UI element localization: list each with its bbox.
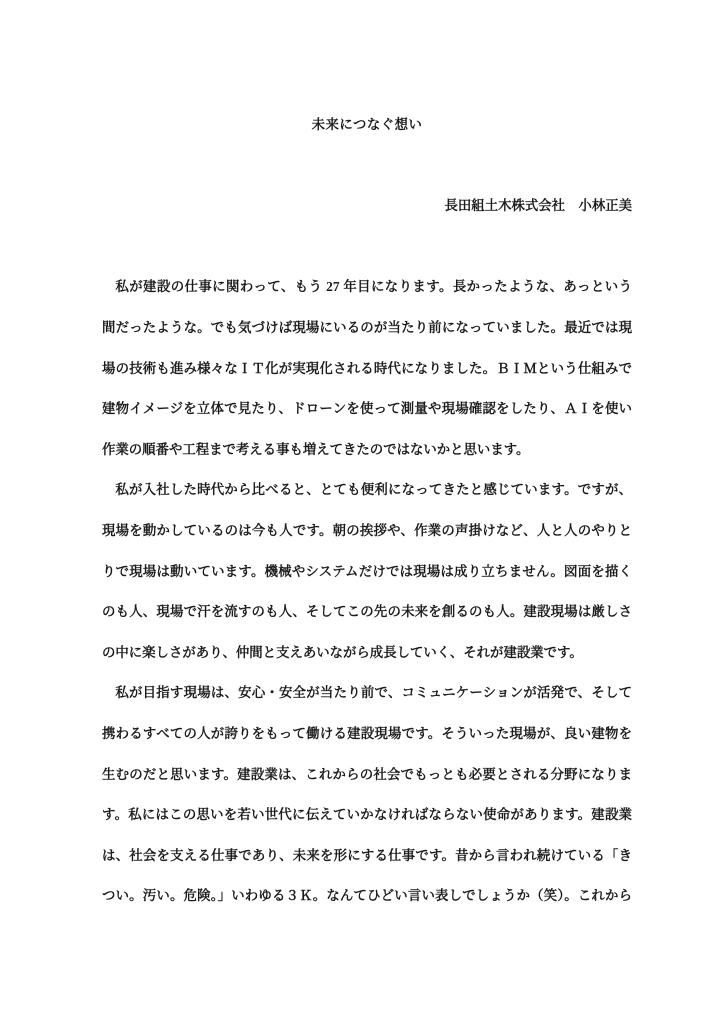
body-text-line: の中に楽しさがあり、仲間と支えあいながら成長していく、それが建設業です。 [102,644,583,660]
body-text-line: す。私にはこの思いを若い世代に伝えていかなければならない使命があります。建設業 [102,807,632,823]
body-text-line: 私が入社した時代から比べると、とても便利になってきたと感じています。ですが、 [115,482,632,498]
body-text-line: 間だったような。でも気づけば現場にいるのが当たり前になっていました。最近では現 [102,319,632,335]
body-text-line: 作業の順番や工程まで考える事も増えてきたのではないかと思います。 [102,441,530,457]
body-text-line: 私が建設の仕事に関わって、もう 27 年目になります。長かったような、あっという [115,279,632,295]
paragraph-2 [102,470,632,673]
body-text-line: つい。汚い。危険。」いわゆる３Ｋ。なんてひどい言い表しでしょうか（笑）。これから [102,888,632,904]
body-text-line: は、社会を支える仕事であり、未来を形にする仕事です。昔から言われ続けている「き [102,847,632,863]
body-text-line: 生むのだと思います。建設業は、これからの社会でもっとも必要とされる分野になりま [102,766,632,782]
document-title: 未来につなぐ想い [311,117,423,132]
document-content [102,105,632,917]
body-text-line: 建物イメージを立体で見たり、ドローンを使って測量や現場確認をしたり、ＡＩを使い [102,401,632,417]
body-text-line: 現場を動かしているのは今も人です。朝の挨拶や、作業の声掛けなど、人と人のやりと [102,522,632,538]
body-text-line: 場の技術も進み様々なＩＴ化が実現化される時代になりました。ＢＩＭという仕組みで [102,360,632,376]
body-text-line: 私が目指す現場は、安心・安全が当たり前で、コミュニケーションが活発で、そして [115,685,632,701]
document-byline: 長田組土木株式会社 小林正美 [444,198,632,214]
paragraph-3 [102,673,632,917]
body-text-line: のも人、現場で汗を流すのも人、そしてこの先の未来を創るのも人。建設現場は厳しさ [102,604,632,620]
body-text-line: 携わるすべての人が誇りをもって働ける建設現場です。そういった現場が、良い建物を [102,725,632,741]
paragraph-1 [102,267,632,470]
body-text-line: りで現場は動いています。機械やシステムだけでは現場は成り立ちません。図面を描く [102,563,632,579]
